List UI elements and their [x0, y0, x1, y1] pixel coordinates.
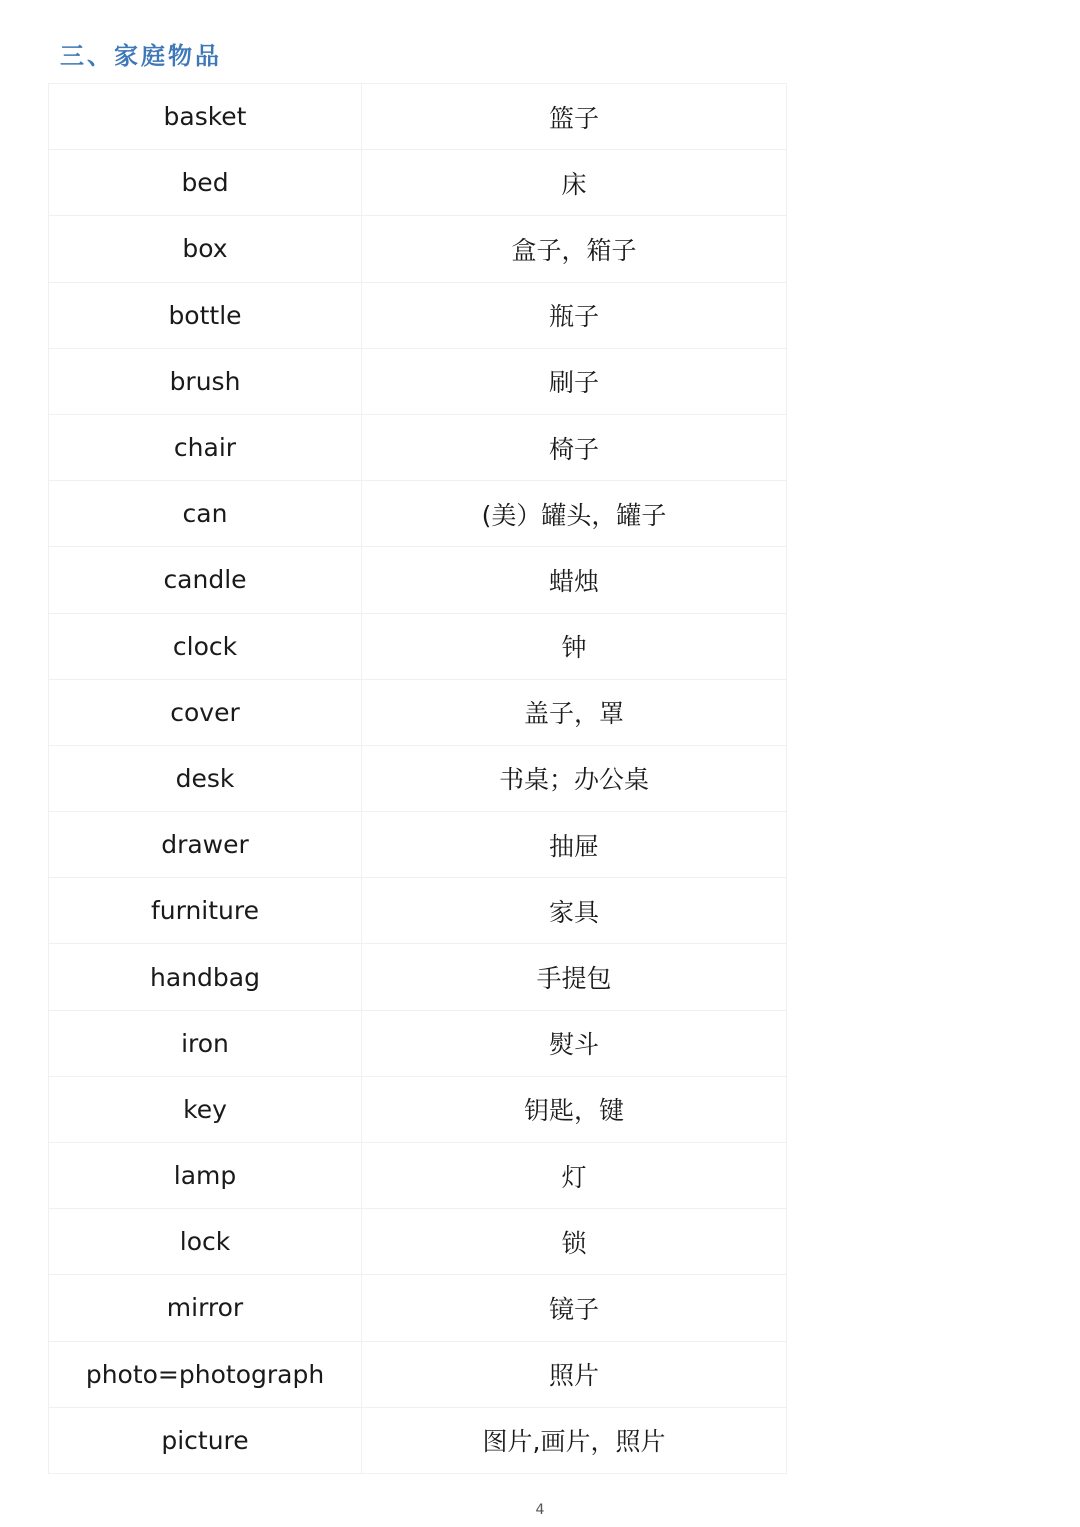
section-title: 三、家庭物品 [60, 42, 222, 70]
english-word-cell: desk [49, 745, 362, 811]
chinese-meaning-cell: 灯 [362, 1143, 787, 1209]
chinese-meaning-cell: 钟 [362, 613, 787, 679]
chinese-meaning-cell: 钥匙，键 [362, 1076, 787, 1142]
english-word-cell: lock [49, 1209, 362, 1275]
chinese-meaning-cell: 锁 [362, 1209, 787, 1275]
chinese-meaning-cell: 家具 [362, 878, 787, 944]
table-row [49, 348, 787, 414]
chinese-meaning-cell: 书桌；办公桌 [362, 745, 787, 811]
english-word-cell: clock [49, 613, 362, 679]
table-row [49, 613, 787, 679]
chinese-meaning-cell: 盒子，箱子 [362, 216, 787, 282]
english-word-cell: can [49, 481, 362, 547]
chinese-meaning-cell: 椅子 [362, 414, 787, 480]
chinese-meaning-cell: 床 [362, 150, 787, 216]
english-word-cell: box [49, 216, 362, 282]
table-row [49, 1010, 787, 1076]
table-row [49, 282, 787, 348]
table-row [49, 1275, 787, 1341]
chinese-meaning-cell: 瓶子 [362, 282, 787, 348]
chinese-meaning-cell: 熨斗 [362, 1010, 787, 1076]
table-row [49, 1209, 787, 1275]
table-row [49, 1341, 787, 1407]
vocabulary-table [48, 83, 787, 1474]
chinese-meaning-cell: 蜡烛 [362, 547, 787, 613]
english-word-cell: mirror [49, 1275, 362, 1341]
table-row [49, 812, 787, 878]
english-word-cell: brush [49, 348, 362, 414]
chinese-meaning-cell: 图片,画片，照片 [362, 1407, 787, 1473]
chinese-meaning-cell: 盖子，罩 [362, 679, 787, 745]
table-row [49, 414, 787, 480]
table-row [49, 216, 787, 282]
chinese-meaning-cell: 手提包 [362, 944, 787, 1010]
english-word-cell: cover [49, 679, 362, 745]
chinese-meaning-cell: 抽屉 [362, 812, 787, 878]
page-number: 4 [535, 1502, 545, 1518]
english-word-cell: drawer [49, 812, 362, 878]
vocabulary-table-body [49, 84, 787, 1474]
english-word-cell: furniture [49, 878, 362, 944]
table-row [49, 547, 787, 613]
table-row [49, 1143, 787, 1209]
table-row [49, 745, 787, 811]
table-row [49, 84, 787, 150]
table-row [49, 1076, 787, 1142]
chinese-meaning-cell: (美）罐头，罐子 [362, 481, 787, 547]
english-word-cell: basket [49, 84, 362, 150]
english-word-cell: bottle [49, 282, 362, 348]
table-row [49, 944, 787, 1010]
english-word-cell: lamp [49, 1143, 362, 1209]
english-word-cell: photo=photograph [49, 1341, 362, 1407]
english-word-cell: bed [49, 150, 362, 216]
table-row [49, 1407, 787, 1473]
table-row [49, 150, 787, 216]
english-word-cell: handbag [49, 944, 362, 1010]
chinese-meaning-cell: 篮子 [362, 84, 787, 150]
table-row [49, 878, 787, 944]
english-word-cell: iron [49, 1010, 362, 1076]
chinese-meaning-cell: 照片 [362, 1341, 787, 1407]
english-word-cell: picture [49, 1407, 362, 1473]
english-word-cell: key [49, 1076, 362, 1142]
table-row [49, 481, 787, 547]
english-word-cell: chair [49, 414, 362, 480]
chinese-meaning-cell: 镜子 [362, 1275, 787, 1341]
table-row [49, 679, 787, 745]
chinese-meaning-cell: 刷子 [362, 348, 787, 414]
english-word-cell: candle [49, 547, 362, 613]
